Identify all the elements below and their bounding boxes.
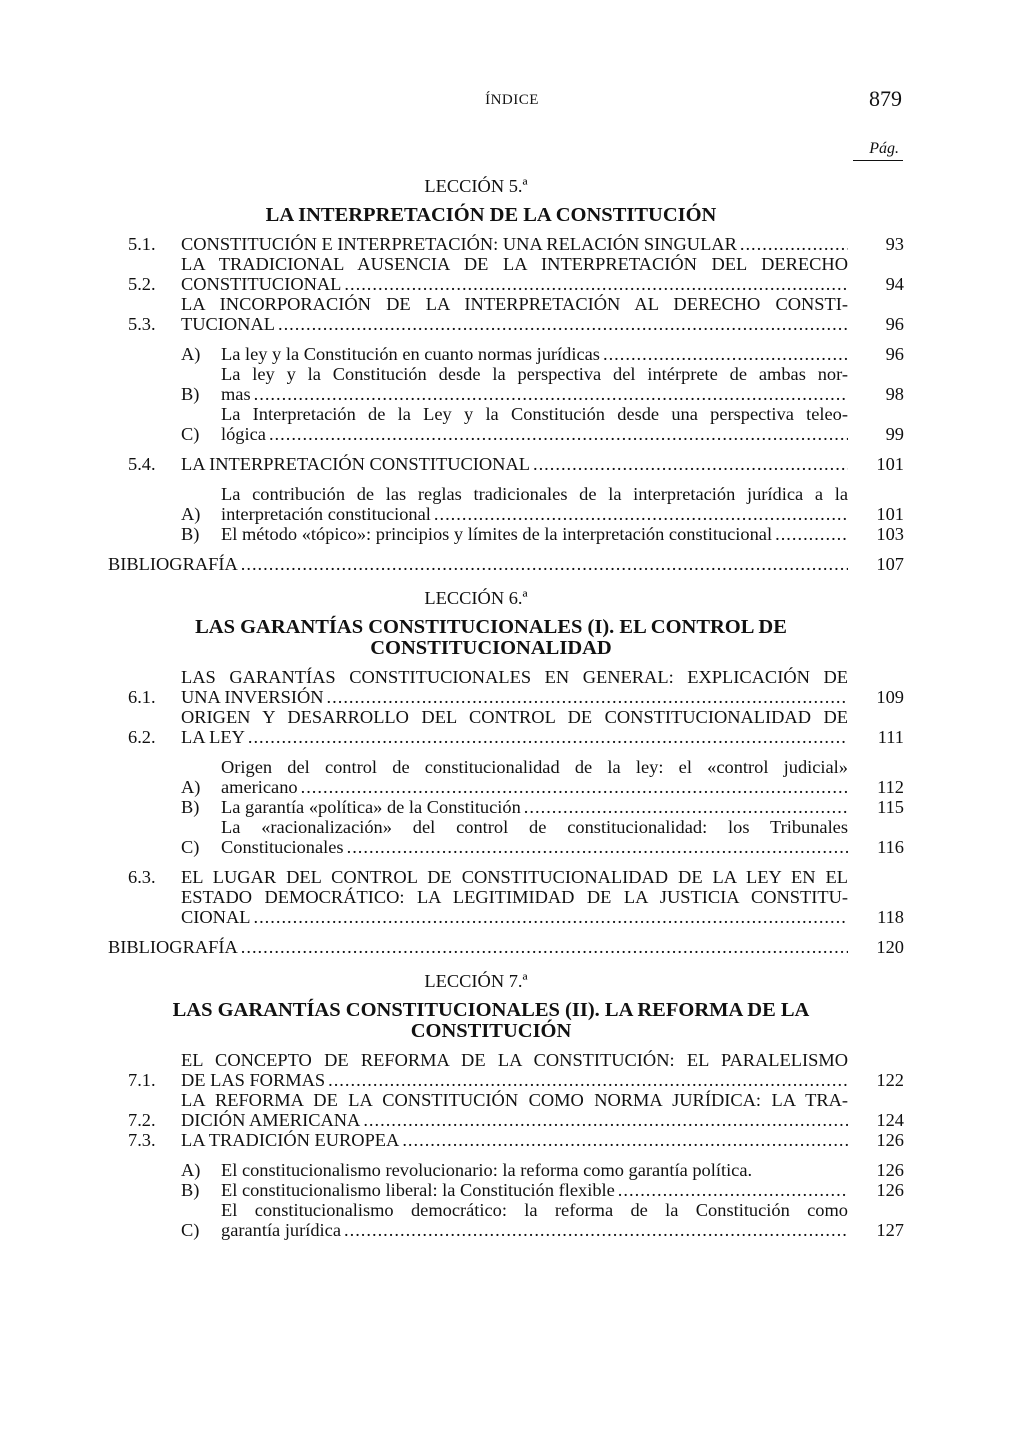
entry-title-line: ORIGEN Y DESARROLLO DEL CONTROL DE CONSTITUCIONALIDAD DE <box>181 707 848 727</box>
toc-entry <box>108 1130 904 1150</box>
entry-title-line: EL LUGAR DEL CONTROL DE CONSTITUCIONALIDAD DE LA LEY EN EL <box>181 867 848 887</box>
entry-title: mas <box>221 384 251 404</box>
dot-leader <box>521 797 848 817</box>
entry-number: 5.4. <box>128 454 156 474</box>
entry-title: UNA INVERSIÓN <box>181 687 324 707</box>
toc-entry <box>108 234 904 254</box>
entry-number: 7.2. <box>128 1110 156 1130</box>
entry-title-line: La Interpretación de la Ley y la Constitución desde una perspectiva teleo- <box>221 404 848 424</box>
toc-entry <box>108 707 904 747</box>
toc-subentry <box>108 1160 904 1180</box>
entry-letter: B) <box>181 384 200 404</box>
entry-title-line: LA INCORPORACIÓN DE LA INTERPRETACIÓN AL DERECHO CONSTI- <box>181 294 848 314</box>
entry-letter: B) <box>181 797 200 817</box>
entry-title: El método «tópico»: principios y límites de la interpretación constitucional <box>221 524 773 544</box>
toc-subentry <box>108 484 904 524</box>
dot-leader <box>360 1110 848 1130</box>
toc-subentry <box>108 817 904 857</box>
dot-leader <box>772 524 848 544</box>
entry-title-line: El constitucionalismo democrático: la reforma de la Constitución como <box>221 1200 848 1220</box>
dot-leader <box>600 344 848 364</box>
dot-leader <box>238 937 848 957</box>
entry-page: 122 <box>876 1070 904 1090</box>
lesson-label: LECCIÓN 6.ª <box>424 588 528 608</box>
entry-page: 112 <box>877 777 904 797</box>
entry-title: CONSTITUCIÓN E INTERPRETACIÓN: UNA RELACIÓN SINGULAR <box>181 234 737 254</box>
toc-subentry <box>108 1180 904 1200</box>
lesson-label: LECCIÓN 7.ª <box>424 971 528 991</box>
toc-subentry <box>108 757 904 797</box>
toc-subentry <box>108 364 904 404</box>
entry-title: DE LAS FORMAS <box>181 1070 326 1090</box>
entry-page: 94 <box>885 274 904 294</box>
entry-number: 6.1. <box>128 687 156 707</box>
entry-title: garantía jurídica <box>221 1220 341 1240</box>
entry-title-line: LAS GARANTÍAS CONSTITUCIONALES EN GENERAL: EXPLICACIÓN DE <box>181 667 848 687</box>
entry-letter: B) <box>181 524 200 544</box>
entry-title: TUCIONAL <box>181 314 275 334</box>
entry-title: La ley y la Constitución en cuanto normas jurídicas <box>221 344 600 364</box>
dot-leader <box>324 687 848 707</box>
dot-leader <box>431 504 848 524</box>
toc-entry <box>108 454 904 474</box>
entry-page: 101 <box>876 504 904 524</box>
pag-column-label: Pág. <box>853 140 903 161</box>
entry-page: 109 <box>876 687 904 707</box>
toc-subentry <box>108 524 904 544</box>
entry-title-line: LA TRADICIONAL AUSENCIA DE LA INTERPRETACIÓN DEL DERECHO <box>181 254 848 274</box>
entry-page: 93 <box>885 234 904 254</box>
entry-page: 96 <box>885 344 904 364</box>
entry-title: interpretación constitucional <box>221 504 431 524</box>
entry-page: 99 <box>885 424 904 444</box>
entry-title: BIBLIOGRAFÍA <box>108 554 238 574</box>
entry-title: lógica <box>221 424 266 444</box>
toc-entry <box>108 1050 904 1090</box>
entry-letter: C) <box>181 424 200 444</box>
entry-letter: C) <box>181 837 200 857</box>
dot-leader <box>344 837 848 857</box>
entry-title: Constitucionales <box>221 837 344 857</box>
toc-entry <box>108 667 904 707</box>
dot-leader <box>275 314 848 334</box>
running-head: ÍNDICE <box>485 92 539 108</box>
table-of-contents <box>108 176 904 1240</box>
entry-title-line: La «racionalización» del control de constitucionalidad: los Tribunales <box>221 817 848 837</box>
dot-leader <box>737 234 848 254</box>
lesson-title-line: LAS GARANTÍAS CONSTITUCIONALES (I). EL CONTROL DE <box>195 616 787 638</box>
entry-letter: A) <box>181 777 201 797</box>
lesson-title-line: CONSTITUCIÓN <box>410 1020 572 1042</box>
entry-page: 126 <box>876 1130 904 1150</box>
toc-subentry <box>108 1200 904 1240</box>
entry-letter: A) <box>181 504 201 524</box>
entry-letter: A) <box>181 344 201 364</box>
dot-leader <box>245 727 848 747</box>
entry-title-line: La ley y la Constitución desde la perspectiva del intérprete de ambas nor- <box>221 364 848 384</box>
entry-page: 126 <box>876 1160 904 1180</box>
entry-page: 124 <box>876 1110 904 1130</box>
entry-page: 115 <box>877 797 904 817</box>
lesson-title <box>108 1000 904 1042</box>
entry-page: 98 <box>885 384 904 404</box>
toc-bibliography <box>108 937 904 957</box>
entry-title: LA LEY <box>181 727 245 747</box>
entry-number: 6.2. <box>128 727 156 747</box>
entry-title: DICIÓN AMERICANA <box>181 1110 361 1130</box>
entry-number: 5.1. <box>128 234 156 254</box>
dot-leader <box>615 1180 848 1200</box>
entry-number: 5.3. <box>128 314 156 334</box>
toc-subentry <box>108 404 904 444</box>
entry-title: La garantía «política» de la Constitución <box>221 797 521 817</box>
entry-number: 7.1. <box>128 1070 156 1090</box>
lesson-title-line: LAS GARANTÍAS CONSTITUCIONALES (II). LA REFORMA DE LA <box>172 999 810 1021</box>
lesson-title <box>108 617 904 659</box>
entry-page: 107 <box>876 554 904 574</box>
entry-title: El constitucionalismo revolucionario: la reforma como garantía política. <box>221 1160 753 1180</box>
entry-letter: C) <box>181 1220 200 1240</box>
entry-letter: A) <box>181 1160 201 1180</box>
lesson-label: LECCIÓN 5.ª <box>424 176 528 196</box>
toc-entry <box>108 294 904 334</box>
entry-title-line: La contribución de las reglas tradicionales de la interpretación jurídica a la <box>221 484 848 504</box>
dot-leader <box>266 424 848 444</box>
entry-title: LA TRADICIÓN EUROPEA <box>181 1130 400 1150</box>
entry-title: CONSTITUCIONAL <box>181 274 342 294</box>
dot-leader <box>341 274 848 294</box>
entry-page: 111 <box>877 727 904 747</box>
dot-leader <box>250 907 848 927</box>
entry-letter: B) <box>181 1180 200 1200</box>
entry-page: 101 <box>876 454 904 474</box>
entry-page: 96 <box>885 314 904 334</box>
entry-number: 6.3. <box>128 867 156 887</box>
dot-leader <box>341 1220 848 1240</box>
page-number: 879 <box>869 86 902 111</box>
entry-title-line: Origen del control de constitucionalidad de la ley: el «control judicial» <box>221 757 848 777</box>
entry-page: 118 <box>877 907 904 927</box>
entry-number: 5.2. <box>128 274 156 294</box>
toc-bibliography <box>108 554 904 574</box>
entry-page: 120 <box>876 937 904 957</box>
entry-page: 127 <box>876 1220 904 1240</box>
entry-page: 103 <box>876 524 904 544</box>
toc-entry <box>108 254 904 294</box>
entry-title: BIBLIOGRAFÍA <box>108 937 238 957</box>
dot-leader <box>298 777 848 797</box>
toc-entry <box>108 867 904 927</box>
lesson-title-line: CONSTITUCIONALIDAD <box>370 637 612 659</box>
entry-title-line: LA REFORMA DE LA CONSTITUCIÓN COMO NORMA JURÍDICA: LA TRA- <box>181 1090 848 1110</box>
lesson-title: LA INTERPRETACIÓN DE LA CONSTITUCIÓN <box>265 204 717 226</box>
entry-page: 126 <box>876 1180 904 1200</box>
dot-leader <box>325 1070 848 1090</box>
entry-title: LA INTERPRETACIÓN CONSTITUCIONAL <box>181 454 530 474</box>
entry-title: El constitucionalismo liberal: la Constitución flexible <box>221 1180 615 1200</box>
dot-leader <box>399 1130 848 1150</box>
entry-title-line: ESTADO DEMOCRÁTICO: LA LEGITIMIDAD DE LA JUSTICIA CONSTITU- <box>181 887 848 907</box>
dot-leader <box>530 454 848 474</box>
entry-page: 116 <box>877 837 904 857</box>
entry-title-line: EL CONCEPTO DE REFORMA DE LA CONSTITUCIÓN: EL PARALELISMO <box>181 1050 848 1070</box>
entry-number: 7.3. <box>128 1130 156 1150</box>
entry-title: CIONAL <box>181 907 251 927</box>
toc-entry <box>108 1090 904 1130</box>
toc-subentry <box>108 797 904 817</box>
dot-leader <box>251 384 848 404</box>
entry-title: americano <box>221 777 298 797</box>
dot-leader <box>238 554 848 574</box>
toc-subentry <box>108 344 904 364</box>
